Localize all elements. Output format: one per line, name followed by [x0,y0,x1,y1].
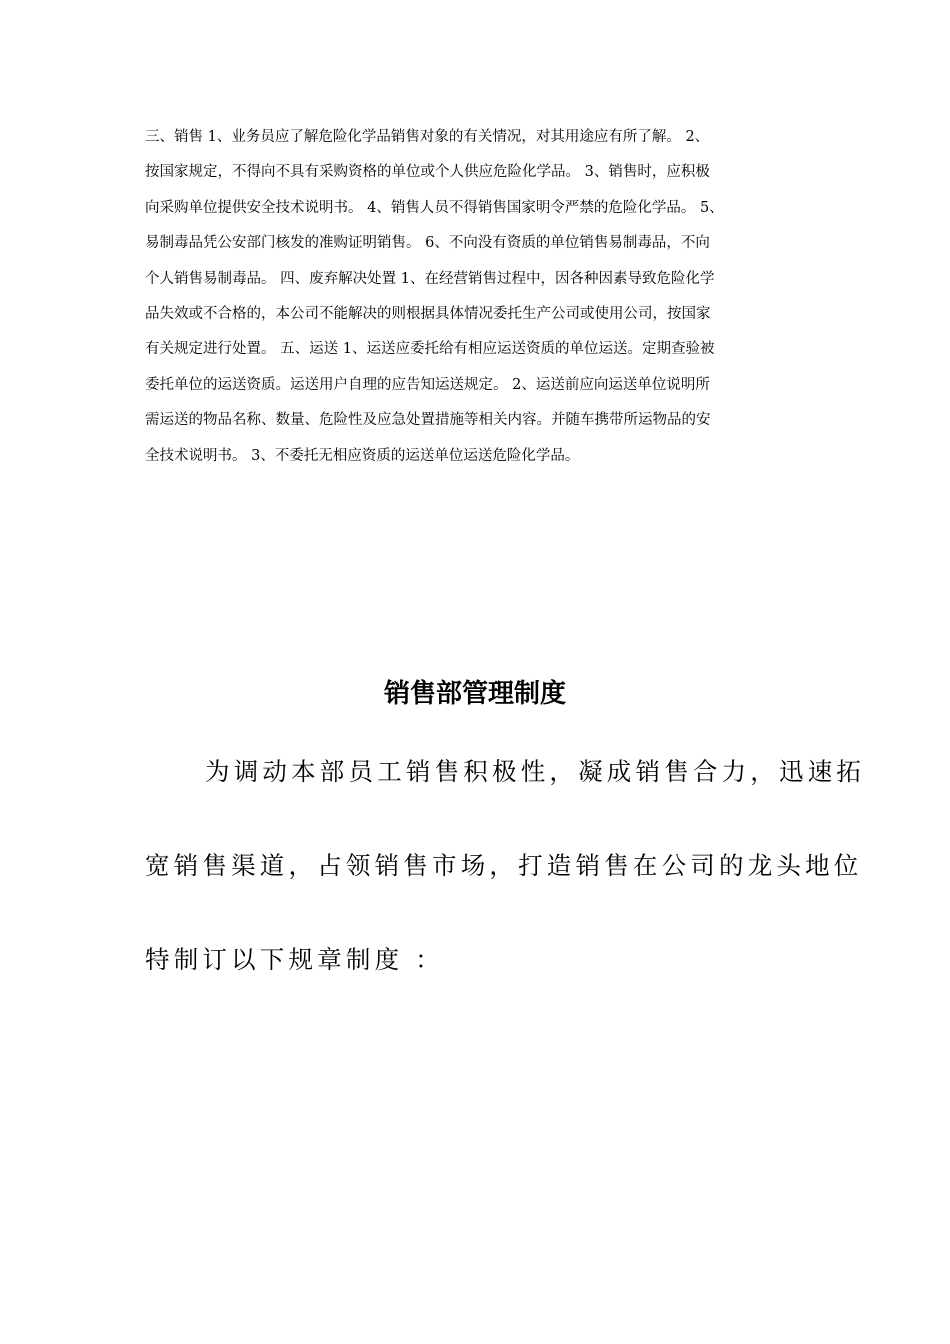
paragraph-line: 易制毒品凭公安部门核发的准购证明销售。 6、不向没有资质的单位销售易制毒品，不向 [145,235,710,252]
paragraph-line: 为调动本部员工销售积极性，凝成销售合力，迅速拓 [205,757,866,786]
sales-section-paragraph [145,120,810,474]
paragraph-line: 委托单位的运送资质。运送用户自理的应告知运送规定。 2、运送前应向运送单位说明所 [145,376,710,393]
paragraph-line: 品失效或不合格的，本公司不能解决的则根据具体情况委托生产公司或使用公司，按国家 [145,305,711,322]
paragraph-line: 特制订以下规章制度 ： [145,945,444,974]
paragraph-line: 按国家规定，不得向不具有采购资格的单位或个人供应危险化学品。 3、销售时，应积极 [145,164,710,181]
paragraph-line: 个人销售易制毒品。 四、废弃解决处置 1、在经营销售过程中，因各种因素导致危险化学 [145,270,715,287]
paragraph-line: 需运送的物品名称、数量、危险性及应急处置措施等相关内容。并随车携带所运物品的安 [145,412,711,429]
paragraph-line: 宽销售渠道，占领销售市场，打造销售在公司的龙头地位 [145,851,863,880]
paragraph-line: 向采购单位提供安全技术说明书。 4、销售人员不得销售国家明令严禁的危险化学品。 5、 [145,199,724,216]
paragraph-line: 全技术说明书。 3、不委托无相应资质的运送单位运送危险化学品。 [145,447,580,464]
section-title: 销售部管理制度 [383,679,566,709]
paragraph-line: 有关规定进行处置。 五、运送 1、运送应委托给有相应运送资质的单位运送。定期查验被 [145,341,715,358]
rules-intro-paragraph [145,744,866,1026]
paragraph-line: 三、销售 1、业务员应了解危险化学品销售对象的有关情况，对其用途应有所了解。 2、 [145,129,710,145]
